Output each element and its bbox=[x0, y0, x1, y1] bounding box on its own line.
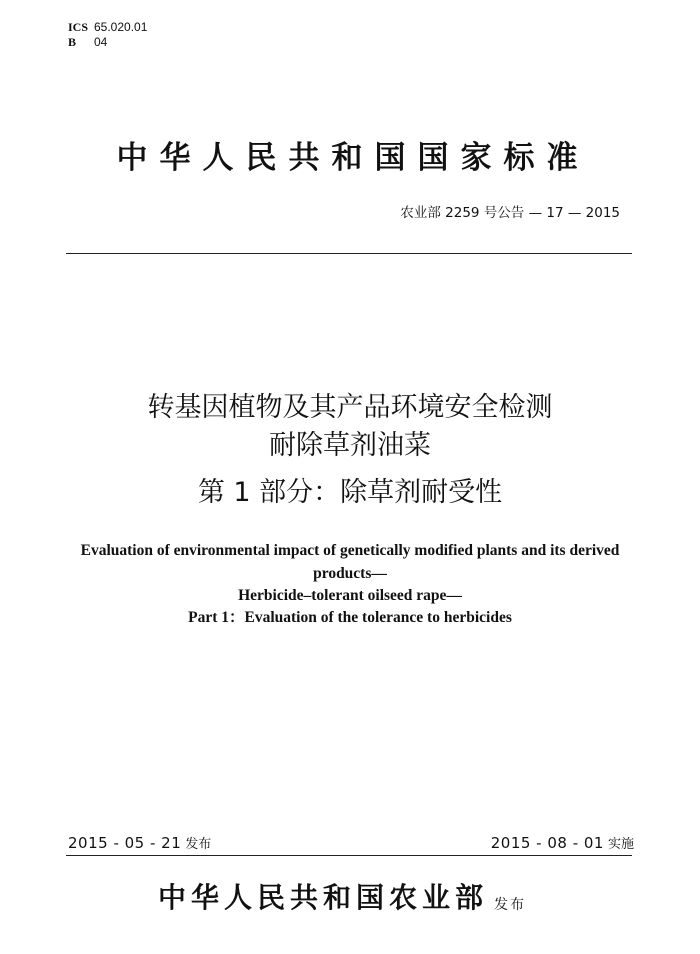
chinese-title-line-1: 转基因植物及其产品环境安全检测 bbox=[147, 392, 553, 423]
ccs-line bbox=[68, 35, 147, 50]
issuer-action-label: 发布 bbox=[494, 897, 526, 913]
chinese-title-line-3: 第 1 部分：除草剂耐受性 bbox=[197, 477, 503, 508]
standard-number: 农业部 2259 号公告 — 17 — 2015 bbox=[400, 205, 620, 221]
implementation-date-block bbox=[491, 833, 634, 855]
classification-codes bbox=[68, 20, 147, 50]
footer-divider bbox=[66, 855, 632, 856]
chinese-title-line-2: 耐除草剂油菜 bbox=[269, 430, 431, 461]
implementation-label: 实施 bbox=[607, 837, 634, 852]
ics-line bbox=[68, 20, 147, 35]
standard-type-heading: 中华人民共和国国家标准 bbox=[116, 140, 590, 176]
english-title-line-4: Part 1：Evaluation of the tolerance to herbicides bbox=[188, 609, 512, 626]
header-divider bbox=[66, 253, 632, 254]
english-title-line-3: Herbicide–tolerant oilseed rape— bbox=[238, 587, 462, 604]
english-title-line-1: Evaluation of environmental impact of genetically modified plants and its derived bbox=[80, 542, 620, 559]
issue-label: 发布 bbox=[185, 837, 212, 852]
ics-code: 65.020.01 bbox=[94, 20, 148, 34]
ics-label: ICS bbox=[68, 20, 89, 34]
english-title-line-2: products— bbox=[313, 565, 387, 582]
ccs-code: 04 bbox=[94, 35, 108, 49]
ccs-label: B bbox=[68, 35, 77, 49]
issue-date: 2015 - 05 - 21 bbox=[68, 834, 182, 852]
implementation-date: 2015 - 08 - 01 bbox=[490, 834, 604, 852]
issuing-authority: 中华人民共和国农业部 bbox=[158, 881, 489, 914]
issue-date-block bbox=[68, 833, 211, 855]
